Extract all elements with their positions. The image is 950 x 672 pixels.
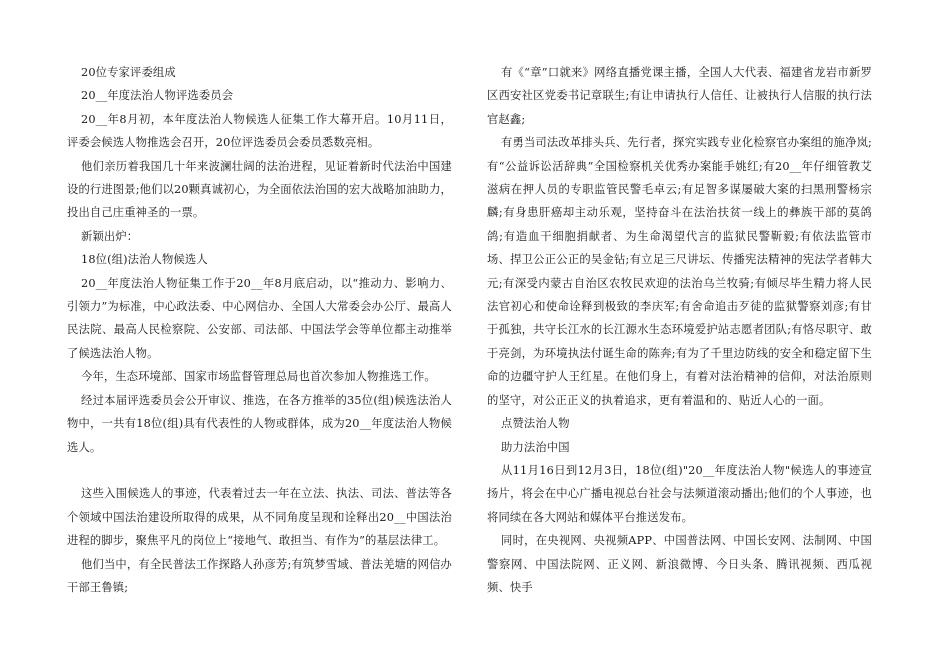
- paragraph-achievements: 这些入围候选人的事迹，代表着过去一年在立法、执法、司法、普法等各个领域中国法治建设所取得的成果，从不同角度呈现和诠释出20__中国法治进程的脚步，聚焦平凡的岗位上“接地气、敢担当、有作为”的基层法律工。: [67, 487, 452, 548]
- paragraph-livestream: 有《“章”口就来》网络直播党课主播，全国人大代表、福建省龙岩市新罗区西安社区党委书记章联生;有让申请执行人信任、让被执行人信服的执行法官赵鑫;: [487, 66, 872, 126]
- left-column: [67, 61, 452, 599]
- right-column: [487, 61, 872, 599]
- blank-line: [67, 459, 452, 482]
- paragraph-committee-heading: 20位专家评委组成: [81, 66, 176, 79]
- paragraph-fresh-out: 新颖出炉：: [81, 229, 139, 243]
- paragraph-among-them: 他们当中，有全民普法工作探路人孙彦芳;有筑梦雪域、普法羌塘的网信办干部王鲁镇;: [67, 557, 452, 594]
- paragraph-selection: 经过本届评选委员会公开审议、推选，在各方推举的35位(组)候选法治人物中，一共有18位(组)具有代表性的人物或群体，成为20__年度法治人物候选人。: [67, 393, 452, 454]
- paragraph-platforms: 同时，在央视网、央视频APP、中国普法网、中国长安网、法制网、中国警察网、中国法院网、正义网、新浪微博、今日头条、腾讯视频、西瓜视频、快手: [487, 534, 872, 594]
- paragraph-candidate-list: 有勇当司法改革排头兵、先行者，探究实践专业化检察官办案组的施净岚;有“公益诉讼活辞典”全国检察机关优秀办案能手姚红;有20__年仔细管教艾滋病在押人员的专职监管民警毛卓云;有足智多谋屡破大案的扫黑刑警杨宗麟;有身患肝癌却主动乐观，坚持奋斗在法治扶贫一线上的彝族干部的莫鸽鸽;有造血干细胞捐献者、为生命渴望代言的监狱民警靳毅;有依法监管市场、捍卫公正公正的吴金钻;有立足三尺讲坛、传播宪法精神的宪法学者韩大元;有深受内蒙古自治区农牧民欢迎的法治乌兰牧骑;有倾尽毕生精力将人民法官初心和使命诠释到极致的李庆军;有舍命追击歹徒的监狱警察刘彦;有甘于孤独，共守长江水的长江源水生态环境爱护站志愿者团队;有恪尽职守、敢于亮剑，为环境执法付诞生命的陈奔;有为了千里边防线的安全和稳定留下生命的边疆守护人王红星。在他们身上，有着对法治精神的信仰，对法治原则的坚守，对公正正义的执着追求，更有着温和的、贴近人心的一面。: [487, 136, 872, 407]
- paragraph-candidates-heading: 18位(组)法治人物候选人: [81, 253, 208, 267]
- paragraph-first-time: 今年，生态环境部、国家市场监督管理总局也首次参加人物推选工作。: [81, 370, 436, 384]
- paragraph-collection: 20__年度法治人物征集工作于20__年8月底启动，以“推动力、影响力、引领力”为标准，中心政法委、中心网信办、全国人大常委会办公厅、最高人民法院、最高人民检察院、公安部、司法部、中国法学会等单位都主动推举了候选法治人物。: [67, 276, 452, 360]
- paragraph-jury: 他们亲历着我国几十年来波澜壮阔的法治进程，见证着新时代法治中国建设的行进图景;他们以20颗真诚初心，为全面依法治国的宏大战略加油助力，投出自己庄重神圣的一票。: [67, 159, 452, 220]
- paragraph-launch: 20__年8月初，本年度法治人物候选人征集工作大幕开启。10月11日，评委会候选人物推选会召开，20位评选委员会委员悉数亮相。: [67, 112, 452, 150]
- paragraph-committee-title: 20__年度法治人物评选委员会: [81, 89, 234, 103]
- paragraph-assist-heading: 助力法治中国: [501, 440, 570, 454]
- paragraph-broadcast: 从11月16日到12月3日，18位(组)"20__年度法治人物"候选人的事迹宣扬片，将会在中心广播电视总台社会与法频道滚动播出;他们的个人事迹，也将同续在各大网站和媒体平台推送发布。: [487, 463, 872, 524]
- paragraph-like-heading: 点赞法治人物: [501, 417, 570, 431]
